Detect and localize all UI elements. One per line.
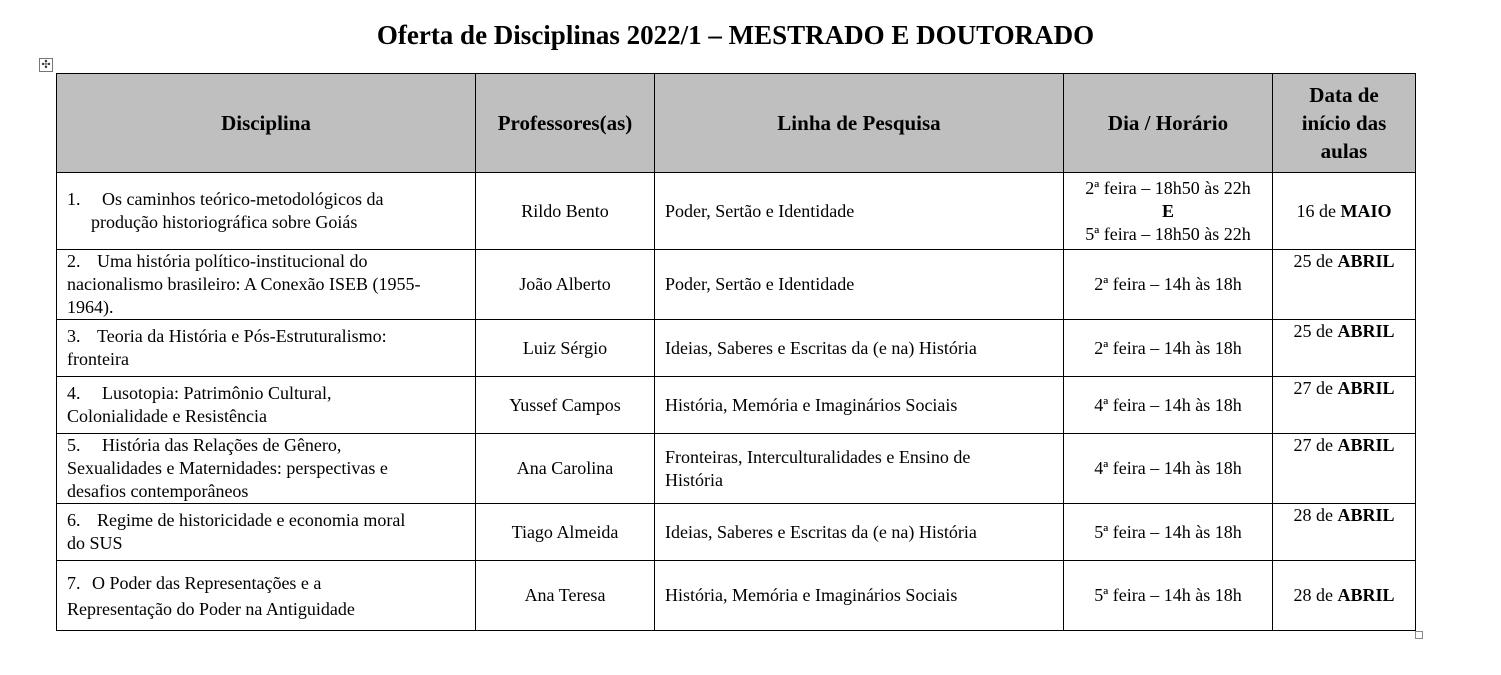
cell-data-inicio [1273, 377, 1416, 434]
table-row [57, 173, 1416, 250]
row-number: 6. [67, 510, 81, 530]
data-day: 27 de [1293, 435, 1333, 455]
disciplina-text: Os caminhos teórico-metodológicos da [102, 189, 384, 209]
cell-disciplina [57, 173, 476, 250]
data-day: 27 de [1293, 378, 1333, 398]
disciplina-text: Uma história político-institucional do [97, 251, 368, 271]
data-day: 16 de [1296, 200, 1336, 221]
cell-data-inicio [1273, 173, 1416, 250]
disciplina-text: nacionalismo brasileiro: A Conexão ISEB (1955- [67, 274, 421, 294]
data-month: ABRIL [1337, 378, 1395, 398]
cell-professor: João Alberto [476, 250, 655, 320]
cell-disciplina [57, 250, 476, 320]
header-disciplina: Disciplina [57, 74, 476, 173]
row-number: 7. [67, 572, 81, 593]
cell-data-inicio [1273, 561, 1416, 631]
cell-dia-horario: 2ª feira – 14h às 18h [1064, 320, 1273, 377]
disciplina-text: Regime de historicidade e economia moral [97, 510, 406, 530]
cell-dia-horario: 2ª feira – 14h às 18h [1064, 250, 1273, 320]
header-data-line: início das [1301, 111, 1387, 135]
cell-disciplina [57, 377, 476, 434]
cell-data-inicio [1273, 250, 1416, 320]
data-month: ABRIL [1337, 505, 1395, 525]
disciplina-text: produção historiográfica sobre Goiás [91, 212, 358, 232]
horario-text: 5ª feira – 18h50 às 22h [1085, 223, 1251, 244]
cell-disciplina [57, 561, 476, 631]
cell-dia-horario: 5ª feira – 14h às 18h [1064, 561, 1273, 631]
table-row [57, 504, 1416, 561]
table-move-handle-icon[interactable]: ✣ [39, 58, 53, 72]
cell-dia-horario: 5ª feira – 14h às 18h [1064, 504, 1273, 561]
linha-text: História [665, 469, 723, 490]
disciplina-text: Lusotopia: Patrimônio Cultural, [102, 383, 332, 403]
cell-professor: Ana Teresa [476, 561, 655, 631]
disciplina-text: Colonialidade e Resistência [67, 406, 267, 426]
horario-text: 2ª feira – 18h50 às 22h [1085, 177, 1251, 198]
cell-dia-horario: 4ª feira – 14h às 18h [1064, 377, 1273, 434]
cell-professor: Luiz Sérgio [476, 320, 655, 377]
horario-joiner: E [1161, 200, 1174, 221]
cell-disciplina [57, 320, 476, 377]
cell-linha: História, Memória e Imaginários Sociais [655, 377, 1064, 434]
data-day: 28 de [1293, 505, 1333, 525]
disciplina-text: Representação do Poder na Antiguidade [67, 598, 355, 619]
cell-linha [655, 434, 1064, 504]
header-dia-horario: Dia / Horário [1064, 74, 1273, 173]
data-day: 25 de [1293, 321, 1333, 341]
row-number: 1. [67, 189, 81, 209]
cell-disciplina [57, 434, 476, 504]
data-month: ABRIL [1337, 585, 1395, 605]
disciplina-text: fronteira [67, 349, 129, 369]
cell-data-inicio [1273, 320, 1416, 377]
cell-disciplina [57, 504, 476, 561]
cell-data-inicio [1273, 434, 1416, 504]
disciplina-text: O Poder das Representações e a [92, 572, 322, 593]
row-number: 5. [67, 435, 81, 455]
cell-linha: Ideias, Saberes e Escritas da (e na) História [655, 320, 1064, 377]
cell-data-inicio [1273, 504, 1416, 561]
disciplina-text: História das Relações de Gênero, [102, 435, 342, 455]
cell-dia-horario: 4ª feira – 14h às 18h [1064, 434, 1273, 504]
table-row [57, 320, 1416, 377]
courses-table [56, 73, 1416, 631]
row-number: 3. [67, 326, 81, 346]
table-row [57, 561, 1416, 631]
table-resize-handle[interactable] [1415, 631, 1423, 639]
cell-linha: Poder, Sertão e Identidade [655, 173, 1064, 250]
header-linha-pesquisa: Linha de Pesquisa [655, 74, 1064, 173]
header-data-line: aulas [1320, 139, 1368, 163]
data-month: MAIO [1340, 200, 1392, 221]
header-professores: Professores(as) [476, 74, 655, 173]
table-row [57, 377, 1416, 434]
data-month: ABRIL [1337, 435, 1395, 455]
cell-linha: Poder, Sertão e Identidade [655, 250, 1064, 320]
page-title: Oferta de Disciplinas 2022/1 – MESTRADO E DOUTORADO [376, 20, 1095, 50]
cell-professor: Yussef Campos [476, 377, 655, 434]
cell-linha: História, Memória e Imaginários Sociais [655, 561, 1064, 631]
disciplina-text: do SUS [67, 533, 123, 553]
table-row [57, 434, 1416, 504]
linha-text: Fronteiras, Interculturalidades e Ensino de [665, 446, 971, 467]
disciplina-text: Teoria da História e Pós-Estruturalismo: [97, 326, 387, 346]
row-number: 4. [67, 383, 81, 403]
cell-professor: Ana Carolina [476, 434, 655, 504]
disciplina-text: Sexualidades e Maternidades: perspectivas e [67, 458, 388, 478]
data-month: ABRIL [1337, 251, 1395, 271]
cell-linha: Ideias, Saberes e Escritas da (e na) História [655, 504, 1064, 561]
cell-professor: Rildo Bento [476, 173, 655, 250]
header-data-line: Data de [1309, 83, 1379, 107]
cell-dia-horario [1064, 173, 1273, 250]
table-row [57, 250, 1416, 320]
data-month: ABRIL [1337, 321, 1395, 341]
table-header-row [57, 74, 1416, 173]
data-day: 25 de [1293, 251, 1333, 271]
disciplina-text: desafios contemporâneos [67, 481, 249, 501]
data-day: 28 de [1293, 585, 1333, 605]
cell-professor: Tiago Almeida [476, 504, 655, 561]
disciplina-text: 1964). [67, 297, 114, 317]
row-number: 2. [67, 251, 81, 271]
header-data-inicio [1273, 74, 1416, 173]
